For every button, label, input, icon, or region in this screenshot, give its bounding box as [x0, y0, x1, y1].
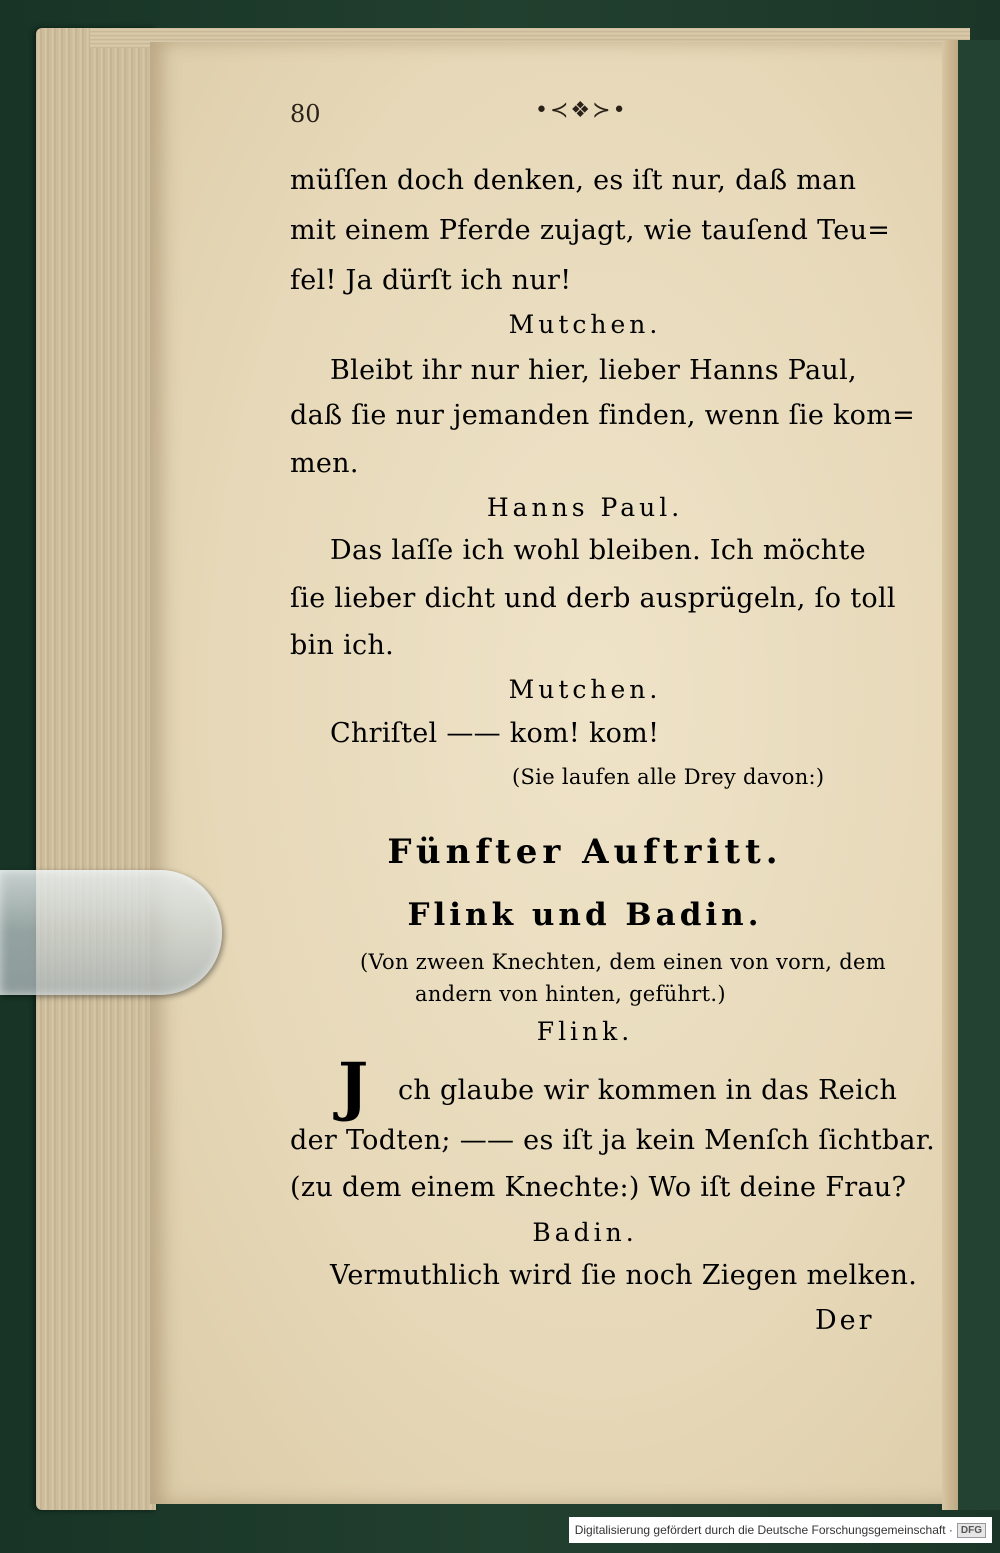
- text-line: daß ſie nur jemanden finden, wenn ſie kom=: [290, 400, 916, 431]
- text-line: Chriſtel —— kom! kom!: [330, 718, 660, 749]
- text-line: bin ich.: [290, 630, 395, 661]
- text-line: men.: [290, 448, 359, 479]
- text-line: ch glaube wir kommen in das Reich: [398, 1075, 898, 1106]
- plastic-clip: [0, 870, 222, 995]
- speaker-name: Mutchen.: [508, 310, 662, 339]
- scene-heading: Fünfter Auftritt.: [387, 832, 783, 872]
- drop-cap: J: [338, 1049, 369, 1124]
- page-edges: [36, 28, 156, 1510]
- text-line: Vermuthlich wird ſie noch Ziegen melken.: [330, 1260, 918, 1291]
- text-line: Das laſſe ich wohl bleiben. Ich möchte: [330, 535, 866, 566]
- text-line: müſſen doch denken, es iſt nur, daß man: [290, 165, 857, 196]
- catchword: Der: [815, 1305, 875, 1336]
- speaker-name: Badin.: [532, 1218, 638, 1247]
- footer-text: Digitalisierung gefördert durch die Deutsche Forschungsgemeinschaft ·: [574, 1523, 953, 1537]
- text-line: mit einem Pferde zujagt, wie tauſend Teu=: [290, 215, 891, 246]
- text-line: fel! Ja dürſt ich nur!: [290, 265, 572, 296]
- text-line: der Todten; —— es iſt ja kein Menſch ſichtbar.: [290, 1125, 935, 1156]
- speaker-name: Hanns Paul.: [486, 493, 684, 522]
- stage-direction: (Sie laufen alle Drey davon:): [512, 765, 825, 789]
- dfg-logo: DFG: [957, 1523, 986, 1538]
- header-ornament: •≺❖≻•: [535, 98, 628, 123]
- page-number: 80: [290, 100, 321, 128]
- speaker-name: Mutchen.: [508, 675, 662, 704]
- text-line: Bleibt ihr nur hier, lieber Hanns Paul,: [330, 355, 857, 386]
- text-line: (zu dem einem Knechte:) Wo iſt deine Frau?: [290, 1172, 907, 1203]
- stage-direction: andern von hinten, geführt.): [415, 982, 726, 1006]
- characters-heading: Flink und Badin.: [407, 897, 763, 933]
- footer-credit: [569, 1517, 992, 1543]
- text-line: ſie lieber dicht und derb ausprügeln, ſo toll: [290, 583, 896, 614]
- stage-direction: (Von zween Knechten, dem einen von vorn, dem: [360, 950, 886, 974]
- speaker-name: Flink.: [536, 1017, 634, 1046]
- right-edge: [958, 40, 1000, 1510]
